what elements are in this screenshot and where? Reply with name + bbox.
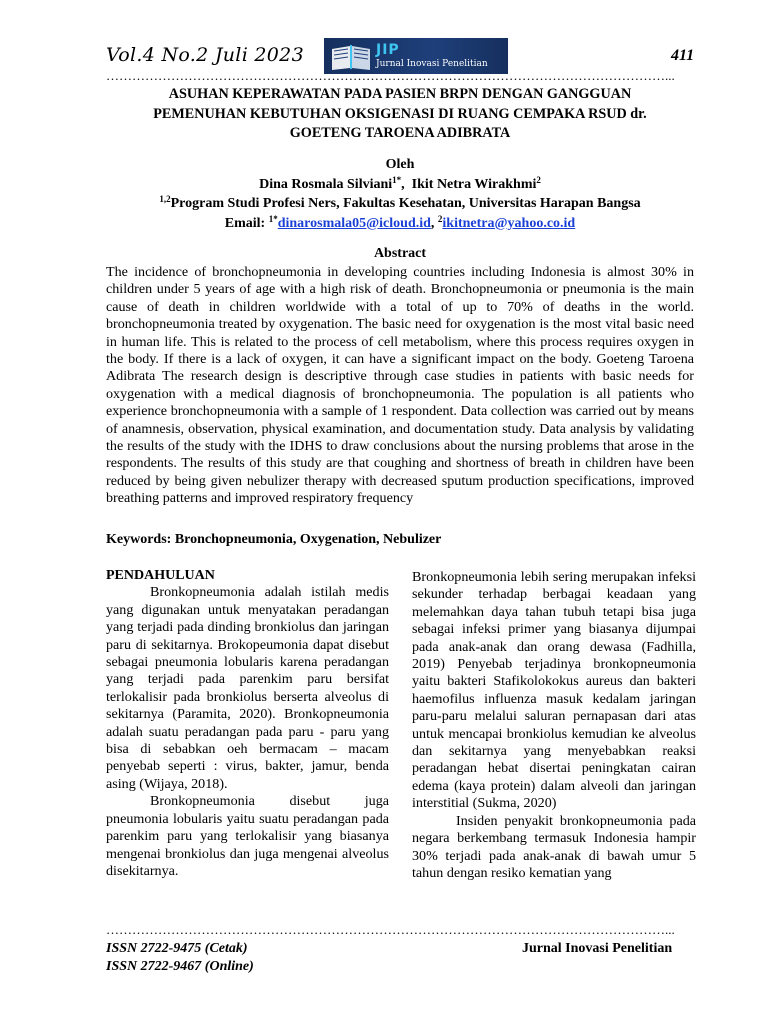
- logo-text: [376, 43, 488, 69]
- volume-issue: Vol.4 No.2 Juli 2023: [106, 44, 304, 66]
- issn-print: ISSN 2722-9475 (Cetak): [106, 941, 248, 956]
- by-label: Oleh: [385, 157, 415, 172]
- email-separator: ,: [430, 215, 438, 231]
- author-block: [106, 155, 694, 233]
- article-title: [106, 85, 694, 144]
- header-separator: …………………………………………………………………………………………………………………...: [106, 68, 675, 80]
- left-paragraph-2: Bronkopneumonia disebut juga pneumonia lobularis yaitu suatu peradangan pada parenkim paru yang terlokalisir yang biasanya mengenai bronkiolus dan juga mengenai alveolus disekitarnya.: [106, 793, 389, 879]
- title-line-3: GOETENG TAROENA ADIBRATA: [289, 125, 511, 141]
- affiliation-sup: 1,2: [159, 194, 171, 204]
- affiliation-text: Program Studi Profesi Ners, Fakultas Kesehatan, Universitas Harapan Bangsa: [170, 196, 641, 211]
- email-2-link[interactable]: ikitnetra@yahoo.co.id: [442, 215, 576, 231]
- author-2-sup: 2: [536, 174, 541, 185]
- author-names: [106, 175, 694, 195]
- logo-journal-name: Jurnal Inovasi Penelitian: [376, 59, 488, 69]
- abstract-text: The incidence of bronchopneumonia in developing countries including Indonesia is almost 30% in children under 5 years of age with a high risk of death. Bronchopneumonia or pneumonia is the main cause of death in children worldwide with a total of up to 70% of deaths in the world. bronchopneumonia treated by oxygenation. The basic need for oxygenation is the most vital basic need in human life. This is related to the process of cell metabolism, where this process requires oxygen in the body. If there is a lack of oxygen, it can have a significant impact on the body. Goeteng Taroena Adibrata The research design is descriptive through case studies in patients with basic needs for oxygenation with a medical diagnosis of bronchopneumonia. The population is all patients who experience bronchopneumonia with a sample of 1 respondent. Data collection was carried out by means of anamnesis, observation, physical examination, and documentation study. Data analysis by validating the results of the study with the IDHS to draw conclusions about the nursing problems that arose in the respondents. The results of this study are that coughing and shortness of breath in children have been reduced by being given nebulizer therapy with decreased sputum production specifications, improved breathing patterns and improved respiratory frequency: [106, 264, 694, 507]
- footer-separator: …………………………………………………………………………………………………………………...: [106, 922, 675, 934]
- page-number: 411: [671, 47, 695, 64]
- email-2-sup: 2: [437, 213, 443, 224]
- affiliation: [106, 194, 694, 214]
- author-1: Dina Rosmala Silviani: [259, 176, 393, 192]
- email-label: Email:: [224, 215, 269, 231]
- issn-online: ISSN 2722-9467 (Online): [106, 959, 254, 974]
- book-icon: [328, 41, 374, 71]
- logo-abbr: JIP: [376, 42, 400, 58]
- keywords: Keywords: Bronchopneumonia, Oxygenation, Nebulizer: [106, 532, 442, 547]
- section-heading: PENDAHULUAN: [106, 568, 215, 583]
- author-separator: ,: [401, 176, 412, 192]
- abstract-heading: Abstract: [373, 246, 427, 261]
- right-column: [412, 569, 696, 882]
- footer-journal-name: Jurnal Inovasi Penelitian: [522, 941, 673, 956]
- email-1-sup: 1*: [268, 213, 278, 224]
- right-paragraph-1: Bronkopneumonia lebih sering merupakan infeksi sekunder terhadap berbagai keadaan yang melemahkan daya tahan tubuh tetapi bisa juga sebagai infeksi primer yang biasanya dijumpai pada anak-anak dan orang dewasa (Fadhilla, 2019) Penyebab terjadinya bronkopneumonia yaitu bakteri Stafikolokokus aureus dan bakteri haemofilus influenza masuk kedalam jaringan paru-paru melalui saluran pernapasan dari atas untuk mencapai bronkiolus kemudian ke alveolus dan sekitarnya yang menyebabkan reaksi peradangan hebat disertai peningkatan cairan edema (kaya protein) dalam alveoli dan jaringan interstitial (Sukma, 2020): [412, 569, 696, 812]
- email-line: [106, 214, 694, 234]
- author-2: Ikit Netra Wirakhmi: [411, 176, 537, 192]
- email-1-link[interactable]: dinarosmala05@icloud.id: [277, 215, 431, 231]
- left-paragraph-1: Bronkopneumonia adalah istilah medis yang digunakan untuk menyatakan peradangan yang terjadi pada dinding bronkiolus dan jaringan paru di sekitarnya. Brokopeumonia dapat disebut sebagai pneumonia lobularis karena peradangan yang terjadi pada parenkim paru bersifat terlokalisir pada bronkiolus berserta alveolus di sekitarnya (Paramita, 2020). Bronkopneumonia adalah suatu peradangan pada paru - paru yang bisa di sebabkan oeh bermacam – macam penyebab seperti : virus, bakter, jamur, benda asing (Wijaya, 2018).: [106, 584, 389, 792]
- author-1-sup: 1*: [392, 174, 402, 185]
- left-column: [106, 567, 389, 880]
- right-paragraph-2: Insiden penyakit bronkopneumonia pada negara berkembang termasuk Indonesia hampir 30% terjadi pada anak-anak di bawah umur 5 tahun dengan resiko kematian yang: [412, 812, 696, 881]
- title-line-1: ASUHAN KEPERAWATAN PADA PASIEN BRPN DENGAN GANGGUAN: [168, 86, 632, 102]
- title-line-2: PEMENUHAN KEBUTUHAN OKSIGENASI DI RUANG CEMPAKA RSUD dr.: [153, 105, 647, 122]
